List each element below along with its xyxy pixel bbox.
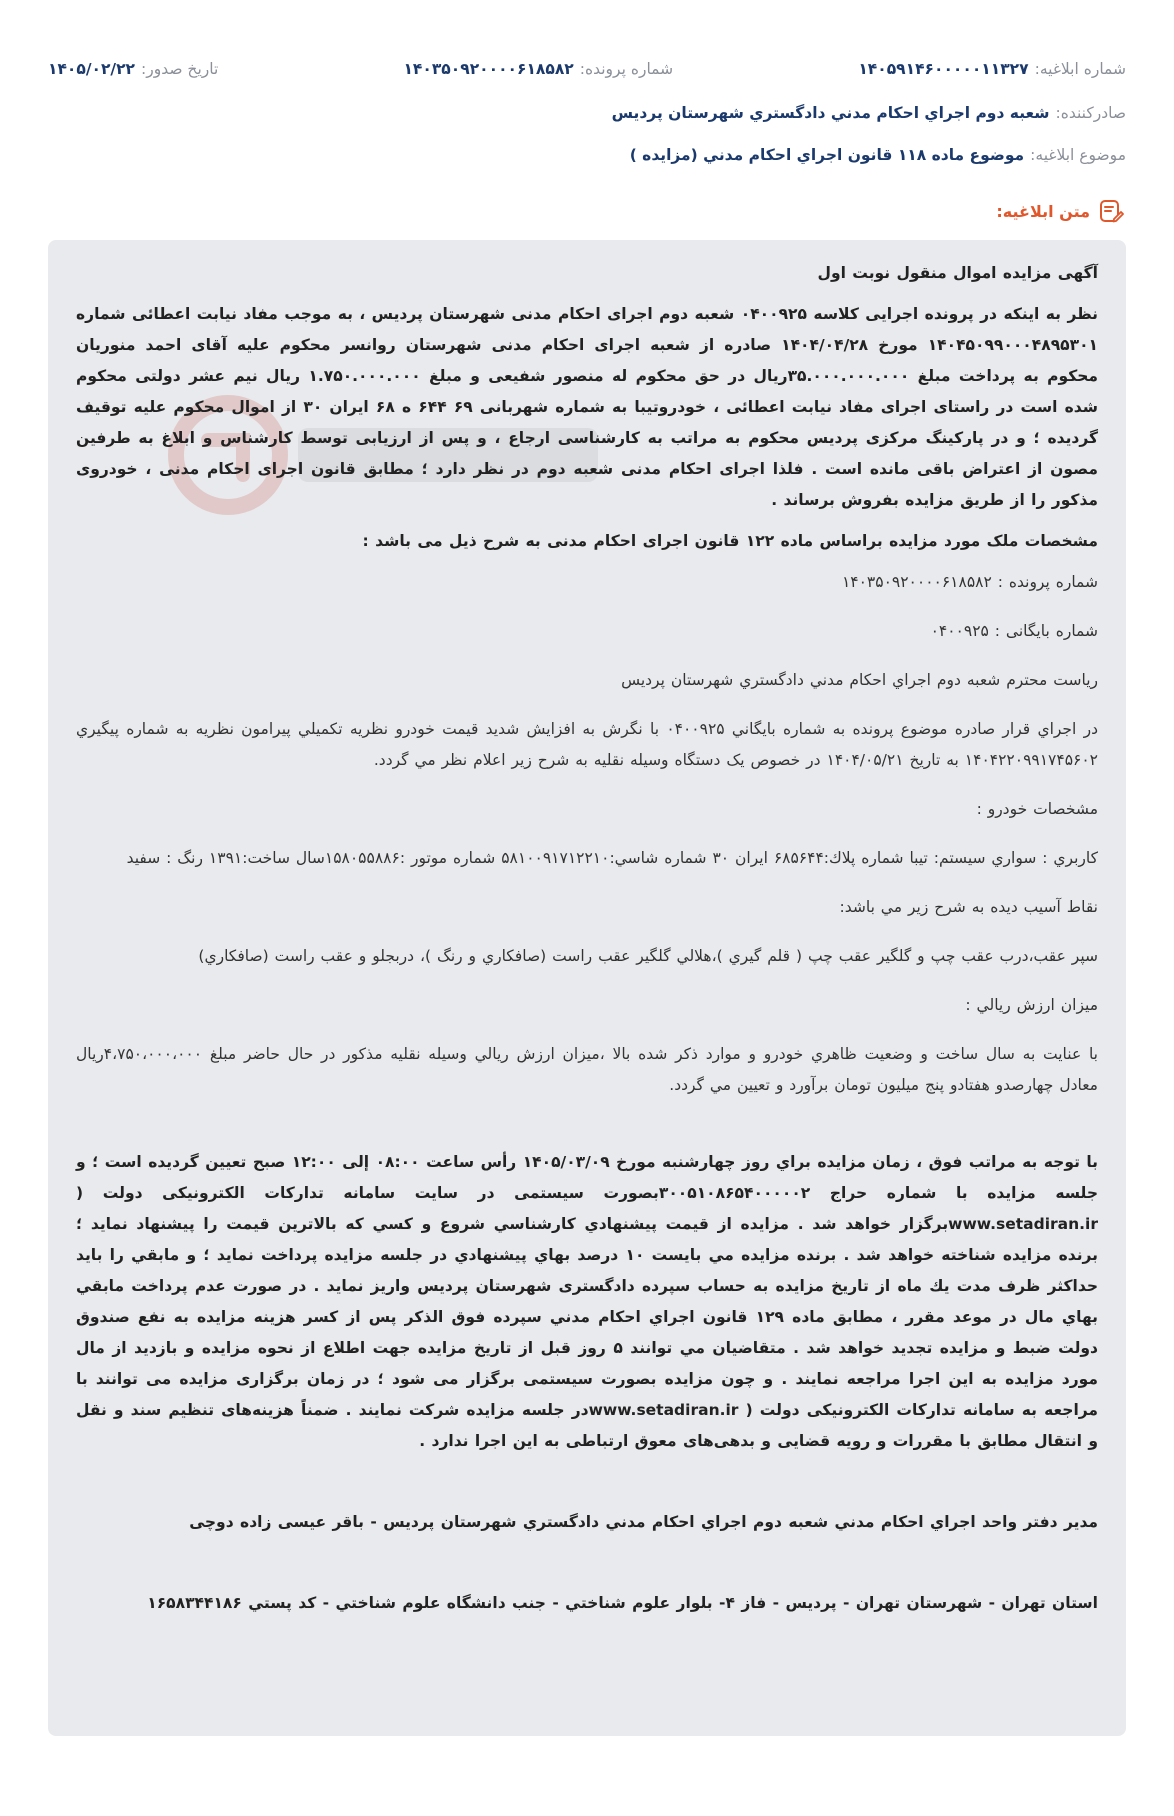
case-number-label: شماره پرونده: (579, 60, 674, 78)
value-title: ميزان ارزش ريالي : (965, 996, 1098, 1014)
issue-date-value: ۱۴۰۵/۰۲/۲۲ (48, 60, 136, 78)
issuer-value: شعبه دوم اجراي احكام مدني دادگستري شهرستان پرديس (611, 104, 1050, 122)
notice-number-label: شماره ابلاغیه: (1034, 60, 1126, 78)
note-edit-icon (1098, 198, 1124, 224)
notice-body (76, 258, 1098, 1619)
address-line: استان تهران - شهرستان تهران - پرديس - فاز ۴- بلوار علوم شناختي - جنب دانشگاه علوم شناختي - كد پستي ۱۶۵۸۳۴۴۱۸۶ (147, 1594, 1098, 1612)
notice-number-value: ۱۴۰۵۹۱۴۶۰۰۰۰۰۱۱۳۲۷ (858, 60, 1029, 78)
car-specs: كاربري : سواري سيستم: تيبا شماره پلاك:۶۸۵۶۴۴ ايران ۳۰ شماره شاسي:۵۸۱۰۰۹۱۷۱۲۲۱۰ شماره موتور :۱۵۸۰۵۵۸۸۶سال ساخت:۱۳۹۱ رنگ : سفيد (126, 849, 1098, 867)
issue-date-label: تاریخ صدور: (141, 60, 219, 78)
case-number (403, 60, 673, 78)
signature-line: مدير دفتر واحد اجراي احكام مدني شعبه دوم اجراي احكام مدني دادگستري شهرستان پرديس - باقر عيسی زاده دوچی (189, 1513, 1098, 1531)
spec-heading: مشخصات ملک مورد مزایده براساس ماده ۱۲۲ قانون اجرای احکام مدنی به شرح ذیل می باشد : (362, 532, 1098, 550)
auction-heading: آگهی مزایده اموال منقول نوبت اول (817, 264, 1098, 282)
subject-label: موضوع ابلاغیه: (1030, 146, 1126, 164)
meta-row-numbers (48, 48, 1126, 90)
meta-row-subject (48, 134, 1126, 176)
subject-value: موضوع ماده ۱۱۸ قانون اجراي احكام مدني (مزايده ) (629, 146, 1025, 164)
notice-text-header (996, 198, 1124, 224)
meta-row-issuer (48, 92, 1126, 134)
auction-terms: با توجه به مراتب فوق ، زمان مزايده براي روز چهارشنبه مورخ ۱۴۰۵/۰۳/۰۹ رأس ساعت ۰۸:۰۰ إلی ۱۲:۰۰ صبح تعيين گرديده است ؛ و جلسه مزايده با شماره حراج ۳۰۰۵۱۰۸۶۵۴۰۰۰۰۰۲بصورت سیستمی در سایت سامانه تدارکات الکترونیکی دولت ( www.setadiran.irبرگزار خواهد شد . مزايده از قيمت پيشنهادي كارشناسي شروع و كسي كه بالاترين قيمت را پيشنهاد نمايد ؛ برنده مزايده شناخته خواهد شد . برنده مزايده مي بايست ۱۰ درصد بهاي پيشنهادي در جلسه مزايده پرداخت نمايد ؛ و مابقي را بايد حداكثر ظرف مدت يك ماه از تاريخ مزايده به حساب سپرده دادگستری شهرستان پردیس واريز نمايد . در صورت عدم پرداخت مابقي بهاي مال در موعد مقرر ، مطابق ماده ۱۲۹ قانون اجراي احكام مدني سپرده فوق الذكر پس از كسر هزينه مزايده به نفع صندوق دولت ضبط و مزايده تجديد خواهد شد . متقاضيان مي توانند ۵ روز قبل از تاريخ مزايده جهت اطلاع از نحوه مزايده و بازديد از مال مورد مزايده به اين اجرا مراجعه نمايند . و چون مزایده بصورت سیستمی برگزار می شود ؛ در زمان برگزاری مزایده می توانند با مراجعه به سامانه تدارکات الکترونیکی دولت ( www.setadiran.irدر جلسه مزایده شرکت نمایند . ضمناً هزینه‌های تنظیم سند و نقل و انتقال مطابق با مقررات و رویه قضایی و بدهی‌های معوق ارتباطی به این اجرا ندارد . (76, 1153, 1099, 1450)
addressee-line: رياست محترم شعبه دوم اجراي احكام مدني دادگستري شهرستان پرديس (621, 671, 1098, 689)
value-paragraph: با عنايت به سال ساخت و وضعيت ظاهري خودرو و موارد ذكر شده بالا ،ميزان ارزش ريالي وسيله نقليه مذكور در حال حاضر مبلغ ۴،۷۵۰،۰۰۰،۰۰۰ريال معادل چهارصدو هفتادو پنج ميليون تومان برآورد و تعيين مي گردد. (76, 1045, 1098, 1094)
issuer-label: صادرکننده: (1055, 104, 1126, 122)
damage-title: نقاط آسيب ديده به شرح زير مي باشد: (839, 898, 1098, 916)
case-number-line: شماره پرونده : ۱۴۰۳۵۰۹۲۰۰۰۰۶۱۸۵۸۲ (841, 573, 1098, 591)
expert-intro: در اجراي قرار صادره موضوع پرونده به شماره بايگاني ۰۴۰۰۹۲۵ با نگرش به افزايش شديد قيمت خودرو نظريه تكميلي پيرامون نظريه به شماره پيگيري ۱۴۰۴۲۲۰۹۹۱۷۴۵۶۰۲ به تاريخ ۱۴۰۴/۰۵/۲۱ در خصوص يک دستگاه وسيله نقليه به شرح زير اعلام نظر مي گردد. (76, 720, 1098, 769)
notice-number (858, 60, 1126, 78)
notice-text-card (48, 240, 1126, 1736)
intro-paragraph: نظر به اینکه در پرونده اجرایی کلاسه ۰۴۰۰۹۲۵ شعبه دوم اجرای احکام مدنی شهرستان پردیس ، به موجب مفاد نیابت اعطائی شماره ۱۴۰۴۵۰۹۹۰۰۰۴۸۹۵۳۰۱ مورخ ۱۴۰۴/۰۴/۲۸ صادره از شعبه اجرای احکام مدنی شهرستان روانسر محکوم علیه آقای احمد منوریان محکوم به پرداخت مبلغ ۳۵.۰۰۰.۰۰۰.۰۰۰ریال در حق محکوم له منصور شفیعی و مبلغ ۱.۷۵۰.۰۰۰.۰۰۰ ریال نیم عشر دولتی محکوم شده است در راستای اجرای مفاد نیابت اعطائی ، خودروتیبا به شماره شهربانی ۶۹ ۶۴۴ ه ۶۸ ایران ۳۰ از اموال محکوم علیه توقیف گردیده ؛ و در پارکینگ مرکزی پردیس محکوم به مراتب به کارشناسی ارجاع ، و پس از ارزیابی توسط کارشناس و ابلاغ به طرفین مصون از اعتراض باقی مانده است . فلذا اجرای احکام مدنی شعبه دوم در نظر دارد ؛ مطابق قانون اجرای احکام مدنی ، خودروی مذکور را از طریق مزایده بفروش برساند . (76, 305, 1098, 509)
issue-date (48, 60, 218, 78)
notice-text-title: متن ابلاغیه: (996, 201, 1090, 221)
case-number-value: ۱۴۰۳۵۰۹۲۰۰۰۰۶۱۸۵۸۲ (403, 60, 574, 78)
archive-number-line: شماره بایگانی : ۰۴۰۰۹۲۵ (930, 622, 1098, 640)
car-specs-title: مشخصات خودرو : (976, 800, 1098, 818)
damage-list: سپر عقب،درب عقب چپ و گلگير عقب چپ ( قلم گيري )،هلالي گلگير عقب راست (صافكاري و رنگ )، دربجلو و عقب راست (صافكاري) (198, 947, 1098, 965)
